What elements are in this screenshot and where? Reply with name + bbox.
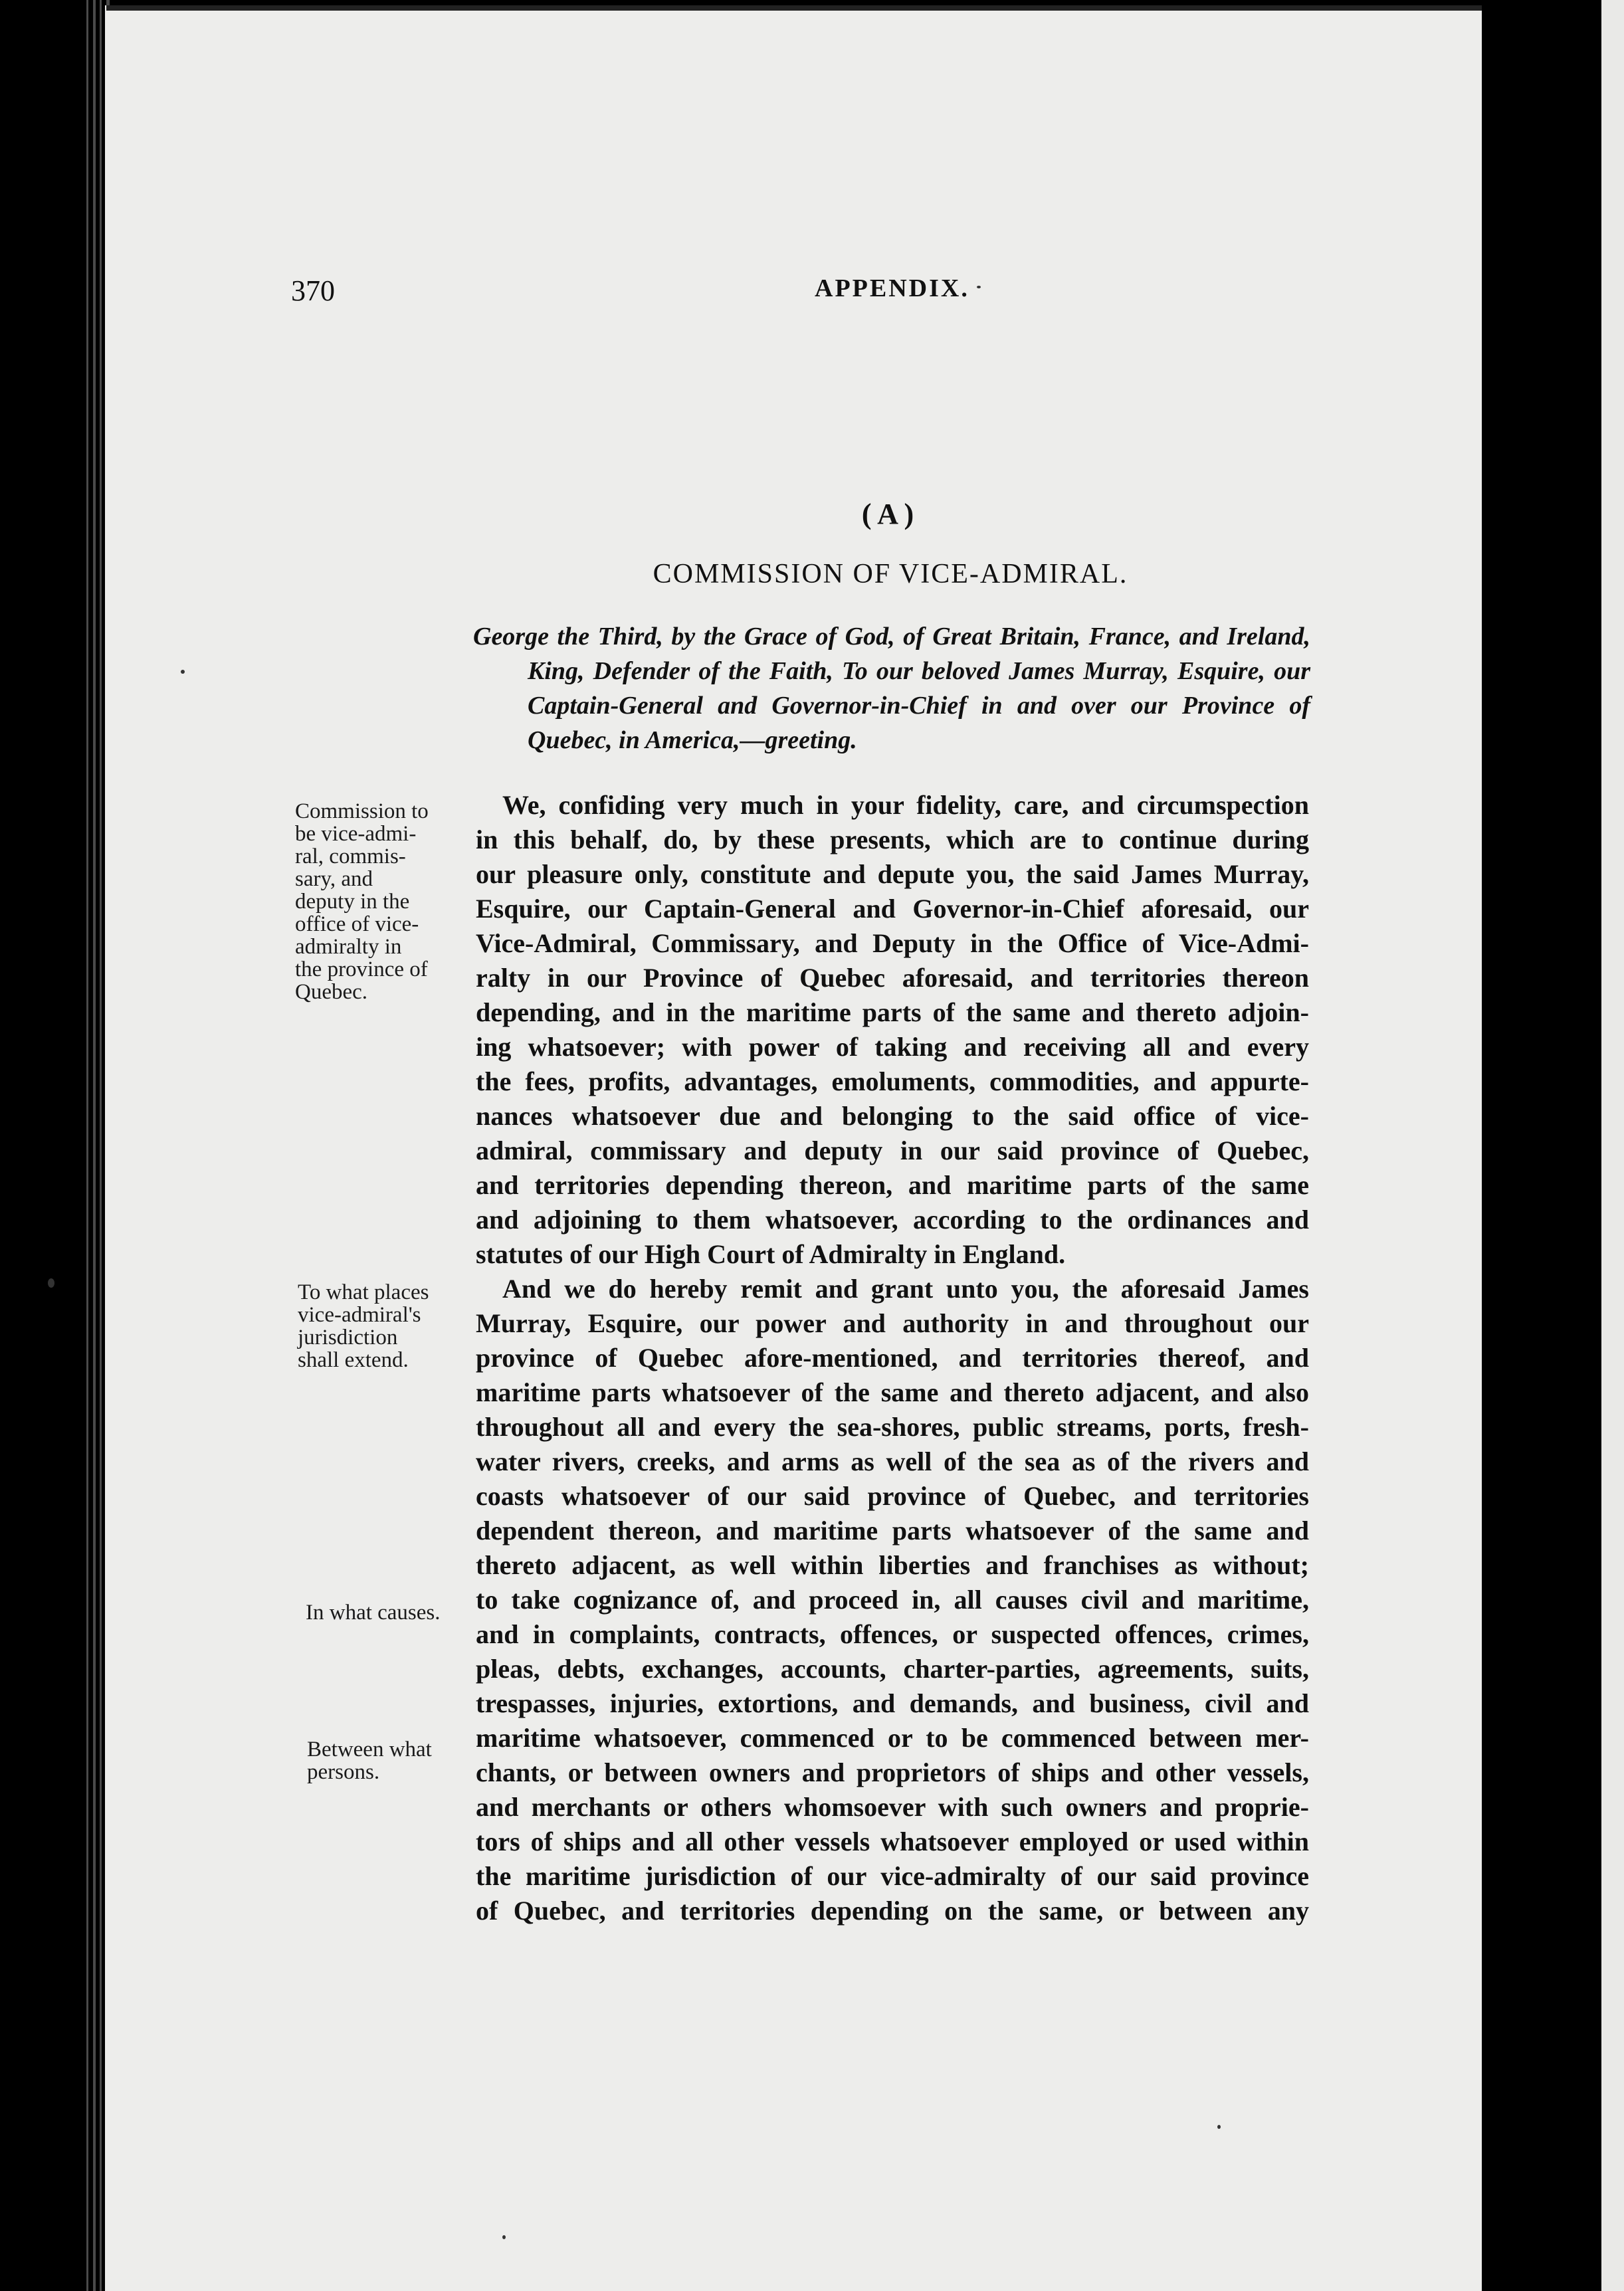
text-line: in this behalf, do, by these presents, which are to continue during	[476, 825, 1309, 854]
print-speck	[48, 1278, 54, 1288]
text-line: depending, and in the maritime parts of the same and thereto adjoin-	[476, 997, 1309, 1027]
text-line: and territories depending thereon, and maritime parts of the same	[476, 1170, 1309, 1200]
text-line: Vice-Admiral, Commissary, and Deputy in the Office of Vice-Admi-	[476, 928, 1309, 958]
text-line: And we do hereby remit and grant unto you, the aforesaid James	[502, 1274, 1309, 1304]
text-line: statutes of our High Court of Admiralty in England.	[476, 1239, 1066, 1269]
text-line: Esquire, our Captain-General and Governor-in-Chief aforesaid, our	[476, 894, 1309, 924]
note-line: ral, commis-	[295, 845, 406, 868]
text-line: trespasses, injuries, extortions, and demands, and business, civil and	[476, 1688, 1309, 1718]
text-line: Murray, Esquire, our power and authority in and throughout our	[476, 1308, 1309, 1338]
page-top-edge	[106, 5, 1482, 11]
text-line: province of Quebec afore-mentioned, and territories thereof, and	[476, 1343, 1309, 1373]
text-line: ing whatsoever; with power of taking and receiving all and every	[476, 1032, 1309, 1062]
print-speck	[181, 670, 185, 674]
note-line: Between what	[307, 1738, 432, 1761]
text-line: pleas, debts, exchanges, accounts, charter-parties, agreements, suits,	[476, 1654, 1309, 1684]
text-line: of Quebec, and territories depending on the same, or between any	[476, 1896, 1309, 1926]
text-line: maritime whatsoever, commenced or to be commenced between mer-	[476, 1723, 1309, 1753]
text-line: We, confiding very much in your fidelity, care, and circumspection	[502, 790, 1309, 820]
note-line: admiralty in	[295, 935, 402, 959]
note-line: the province of	[295, 957, 428, 981]
note-line: vice-admiral's	[298, 1303, 421, 1327]
text-line: and in complaints, contracts, offences, or suspected offences, crimes,	[476, 1619, 1309, 1649]
marginal-note-persons	[307, 1738, 432, 1783]
text-line: maritime parts whatsoever of the same and thereto adjacent, and also	[476, 1377, 1309, 1407]
text-line: our pleasure only, constitute and depute you, the said James Murray,	[476, 859, 1309, 889]
note-line: office of vice-	[295, 912, 419, 936]
text-line: admiral, commissary and deputy in our said province of Quebec,	[476, 1136, 1309, 1165]
text-line: throughout all and every the sea-shores, public streams, ports, fresh-	[476, 1412, 1309, 1442]
text-line: the maritime jurisdiction of our vice-admiralty of our said province	[476, 1861, 1309, 1891]
note-line: be vice-admi-	[295, 822, 417, 846]
text-line: thereto adjacent, as well within liberties and franchises as without;	[476, 1550, 1309, 1580]
section-label: ( A )	[861, 498, 914, 530]
print-speck	[502, 2235, 506, 2239]
marginal-note-causes	[306, 1601, 441, 1624]
note-line: To what places	[298, 1280, 429, 1304]
paragraph-jurisdiction	[476, 1272, 1309, 1928]
running-title: APPENDIX.	[815, 274, 969, 302]
text-line: ralty in our Province of Quebec aforesaid, and territories thereon	[476, 963, 1309, 993]
paragraph-commission	[476, 788, 1309, 1272]
text-line: to take cognizance of, and proceed in, all causes civil and maritime,	[476, 1585, 1309, 1615]
salutation: George the Third, by the Grace of God, of Great Britain, France, and Ireland, King, Defender of the Faith, To our beloved James Murray, Esquire, our Captain-General and Governor-in-Chief in and over our Province of Quebec, in America,—greeting.	[473, 623, 1310, 754]
marginal-note-places	[298, 1281, 429, 1371]
text-line: dependent thereon, and maritime parts whatsoever of the same and	[476, 1516, 1309, 1545]
note-line: Quebec.	[295, 980, 368, 1004]
print-speck	[977, 286, 981, 288]
page-number: 370	[291, 274, 335, 307]
note-line: sary, and	[295, 867, 373, 891]
text-line: the fees, profits, advantages, emoluments, commodities, and appurte-	[476, 1066, 1309, 1096]
facing-page-edge	[1601, 0, 1624, 2291]
note-line: jurisdiction	[298, 1326, 398, 1349]
note-line: Commission to	[295, 799, 429, 823]
section-title: COMMISSION OF VICE-ADMIRAL.	[653, 559, 1128, 589]
marginal-note-commission	[295, 800, 429, 1003]
text-line: nances whatsoever due and belonging to the said office of vice-	[476, 1101, 1309, 1131]
text-line: tors of ships and all other vessels whatsoever employed or used within	[476, 1827, 1309, 1856]
note-line: shall extend.	[298, 1348, 409, 1372]
note-line: persons.	[307, 1760, 380, 1784]
note-line: In what causes.	[306, 1601, 441, 1625]
note-line: deputy in the	[295, 890, 410, 914]
text-line: and merchants or others whomsoever with such owners and proprie-	[476, 1792, 1309, 1822]
text-line: coasts whatsoever of our said province of Quebec, and territories	[476, 1481, 1309, 1511]
text-line: and adjoining to them whatsoever, according to the ordinances and	[476, 1205, 1309, 1235]
text-line: chants, or between owners and proprietors of ships and other vessels,	[476, 1757, 1309, 1787]
text-line: water rivers, creeks, and arms as well of the sea as of the rivers and	[476, 1446, 1309, 1476]
print-speck	[1217, 2125, 1221, 2129]
